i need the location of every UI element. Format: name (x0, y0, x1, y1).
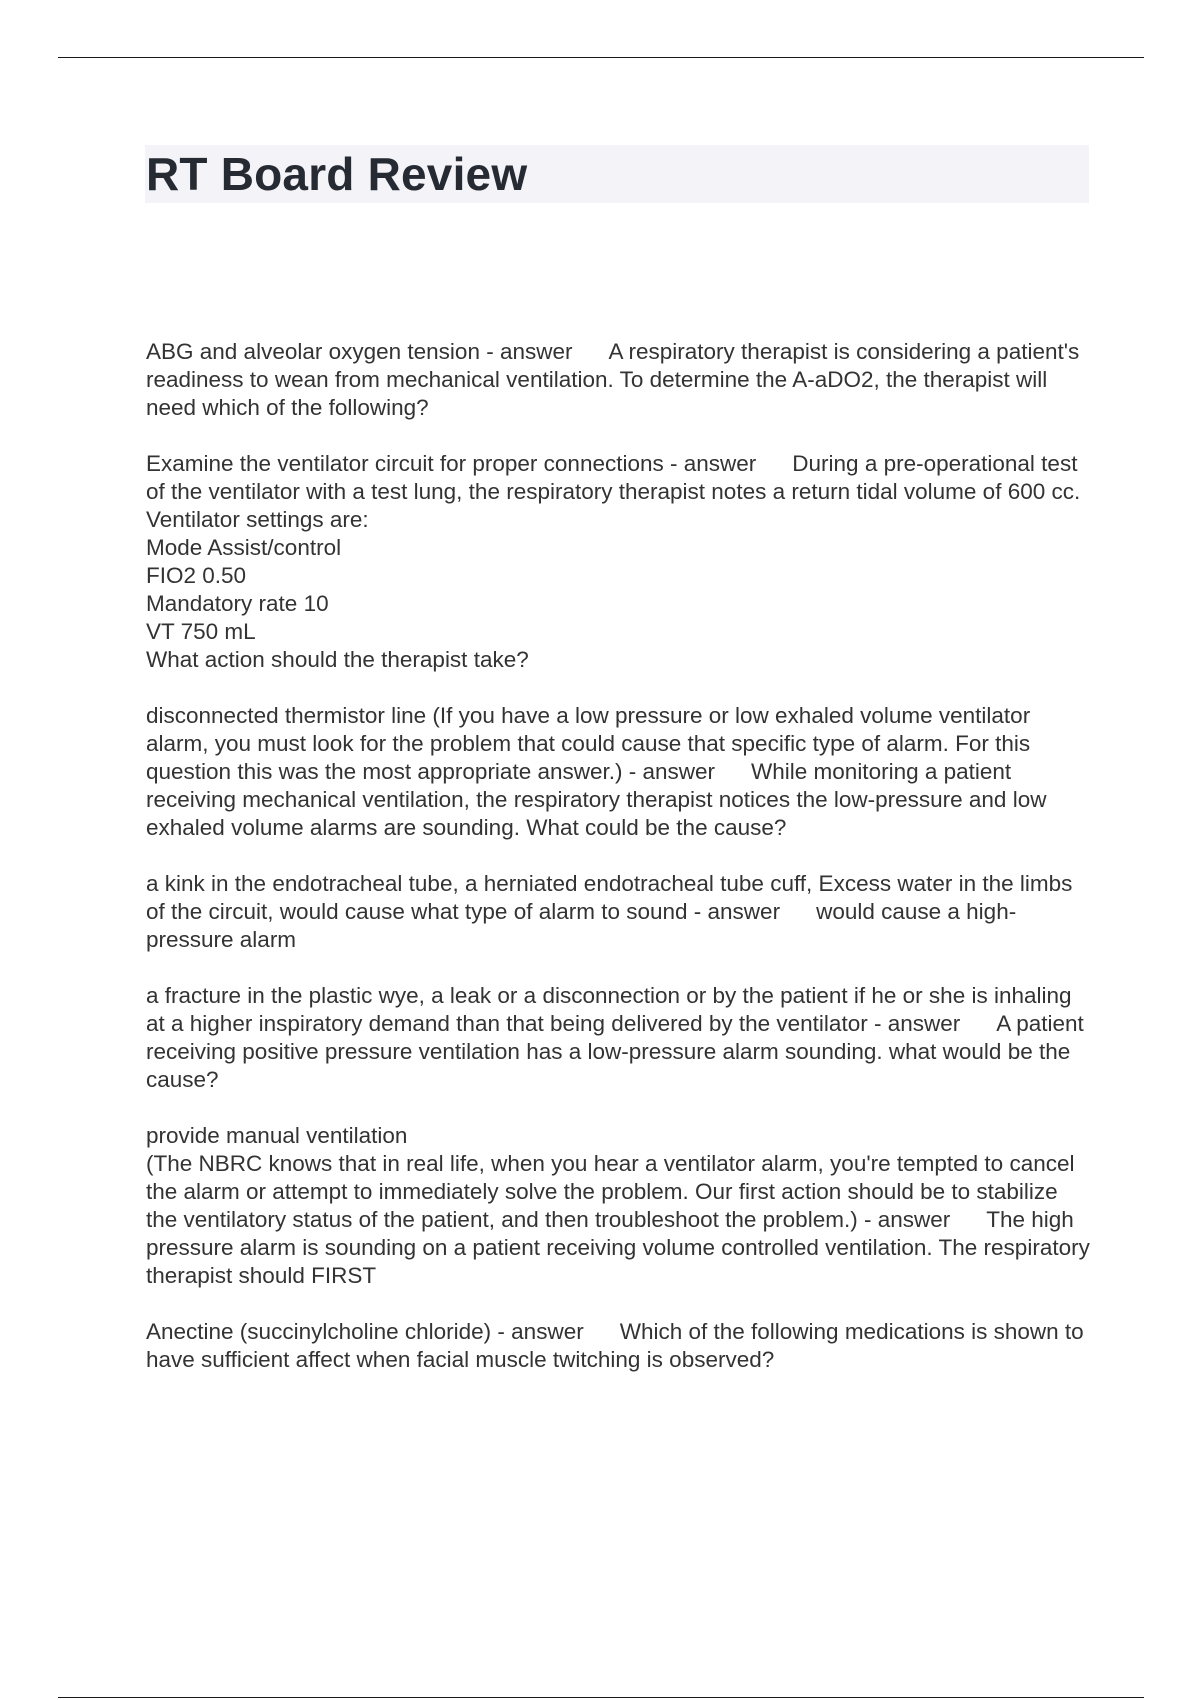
flashcard-definition: Which of the following medications is shown to have sufficient affect when facial muscle twitching is observed? (146, 1319, 1084, 1372)
flashcard-entry (146, 870, 1091, 954)
page-title: RT Board Review (146, 148, 528, 200)
flashcard-term: Examine the ventilator circuit for proper connections - answer (146, 451, 757, 476)
flashcard-list (146, 338, 1091, 1402)
flashcard-entry (146, 1318, 1091, 1374)
flashcard-definition: The high pressure alarm is sounding on a patient receiving volume controlled ventilation. The respiratory therapist should FIRST (146, 1207, 1090, 1288)
flashcard-definition: A respiratory therapist is considering a patient's readiness to wean from mechanical ventilation. To determine the A-aDO2, the therapist will need which of the following? (146, 339, 1080, 420)
flashcard-definition: While monitoring a patient receiving mechanical ventilation, the respiratory therapist notices the low-pressure and low exhaled volume alarms are sounding. What could be the cause? (146, 759, 1047, 840)
flashcard-term: Anectine (succinylcholine chloride) - answer (146, 1319, 584, 1344)
flashcard-term: a fracture in the plastic wye, a leak or a disconnection or by the patient if he or she is inhaling at a higher inspiratory demand than that being delivered by the ventilator - answer (146, 983, 1072, 1036)
flashcard-entry (146, 982, 1091, 1094)
flashcard-term: provide manual ventilation (The NBRC knows that in real life, when you hear a ventilator alarm, you're tempted to cancel the alarm or attempt to immediately solve the problem. Our first action should be to stabilize the ventilatory status of the patient, and then troubleshoot the problem.) - answer (146, 1123, 1075, 1232)
flashcard-definition: A patient receiving positive pressure ventilation has a low-pressure alarm sounding. what would be the cause? (146, 1011, 1084, 1092)
flashcard-entry (146, 338, 1091, 422)
flashcard-entry (146, 1122, 1091, 1290)
flashcard-definition: During a pre-operational test of the ventilator with a test lung, the respiratory therapist notes a return tidal volume of 600 cc. Ventilator settings are: Mode Assist/control FIO2 0.50 Mandatory rate 10 VT 750 mL What action should the therapist take? (146, 451, 1081, 672)
bottom-divider (58, 1697, 1144, 1698)
flashcard-definition: would cause a high-pressure alarm (146, 899, 1017, 952)
flashcard-term: disconnected thermistor line (If you have a low pressure or low exhaled volume ventilator alarm, you must look for the problem that could cause that specific type of alarm. For this question this was the most appropriate answer.) - answer (146, 703, 1031, 784)
flashcard-term: a kink in the endotracheal tube, a herniated endotracheal tube cuff, Excess water in the limbs of the circuit, would cause what type of alarm to sound - answer (146, 871, 1073, 924)
top-divider (58, 57, 1144, 58)
flashcard-entry (146, 702, 1091, 842)
flashcard-entry (146, 450, 1091, 674)
flashcard-term: ABG and alveolar oxygen tension - answer (146, 339, 573, 364)
